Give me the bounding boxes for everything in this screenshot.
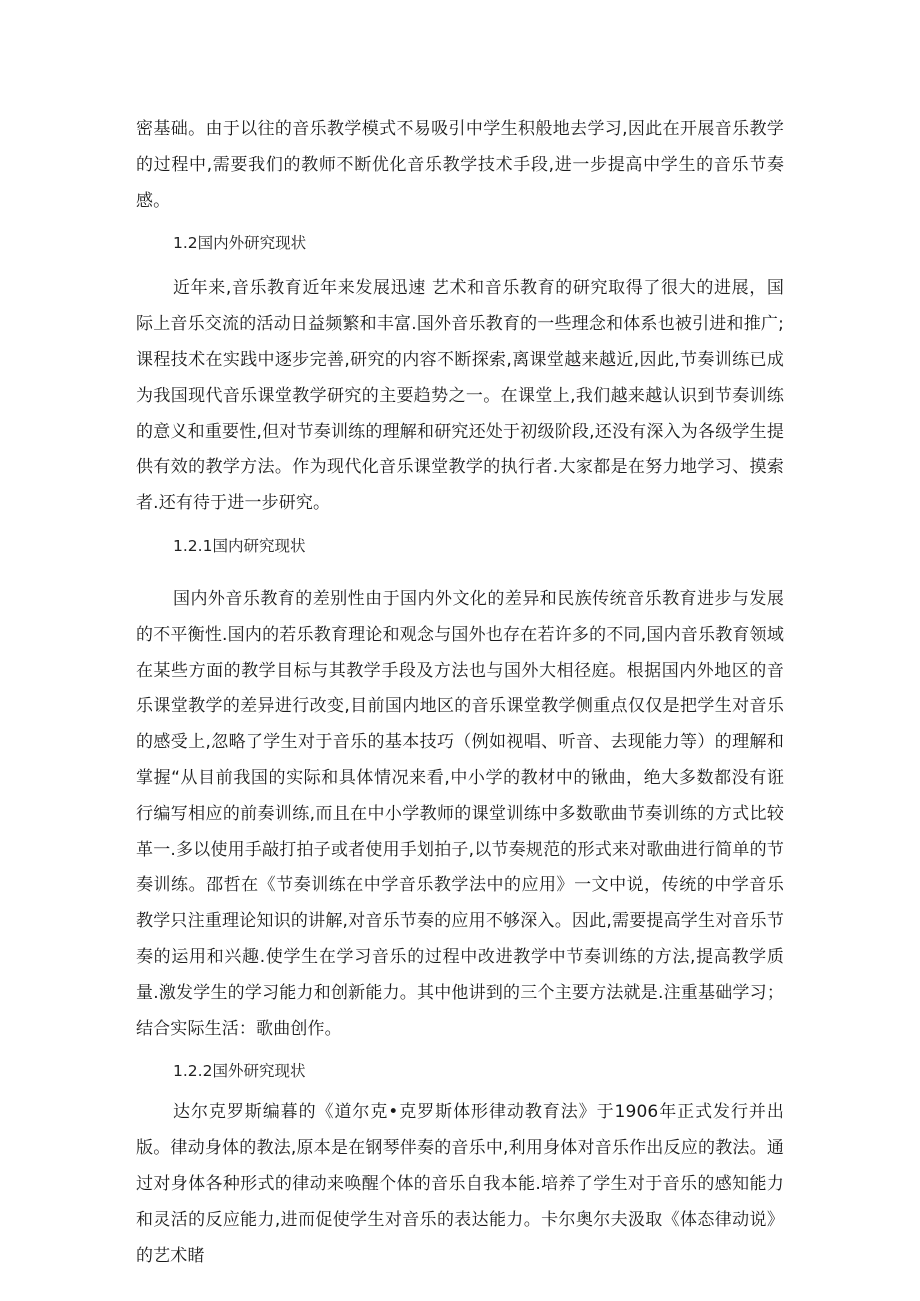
section-heading-1-2: 1.2国内外研究现状 [173,234,307,253]
paragraph-foreign-research: 达尔克罗斯编暮的《道尔克•克罗斯体形律动教育法》于1906年正式发行并出版。律动身体的教法,原本是在钢琴伴奏的音乐中,利用身体对音乐作出反应的教法。通过对身体各种形式的律动来唤醒个体的音乐自我本能.培养了学生对于音乐的感知能力和灵活的反应能力,进而促使学生对音乐的表达能力。卡尔奥尔夫汲取《体态律动说》的艺术睹 [136,1102,784,1266]
section-heading-1-2-1: 1.2.1国内研究现状 [173,536,306,555]
paragraph-research-status: 近年来,音乐教育近年来发展迅速 艺术和音乐教育的研究取得了很大的进展，国际上音乐交流的活动日益频繁和丰富.国外音乐教育的一些理念和体系也被引进和推广;课程技术在实践中逐步完善,研究的内容不断探索,离课堂越来越近,因此,节奏训练已成为我国现代音乐课堂教学研究的主要趋势之一。在课堂上,我们越来越认识到节奏训练的意义和重要性,但对节奏训练的理解和研究还处于初级阶段,还没有深入为各级学生提供有效的教学方法。作为现代化音乐课堂教学的执行者.大家都是在努力地学习、摸索者.还有待于进一步研究。 [136,278,784,514]
paragraph-continuation: 密基础。由于以往的音乐教学模式不易吸引中学生积般地去学习,因此在开展音乐教学的过程中,需要我们的教师不断优化音乐教学技术手段,进一步提高中学生的音乐节奏感。 [136,119,784,211]
paragraph-domestic-research: 国内外音乐教育的差别性由于国内外文化的差异和民族传统音乐教育进步与发展的不平衡性.国内的若乐教育理论和观念与国外也存在若许多的不同,国内音乐教育领域在某些方面的教学目标与其教学手段及方法也与国外大相径庭。根据国内外地区的音乐课堂教学的差异进行改变,目前国内地区的音乐课堂教学侧重点仅仅是把学生对音乐的感受上,忽略了学生对于音乐的基本技巧（例如视唱、听音、去现能力等）的理解和掌握“从目前我国的实际和具体情况来看,中小学的教材中的锹曲，绝大多数都没有诳行编写相应的前奏训练,而且在中小学教师的课堂训练中多数歌曲节奏训练的方式比较革一.多以使用手敲打拍子或者使用手划拍子,以节奏规范的形式来对歌曲进行简单的节奏训练。邵哲在《节奏训练在中学音乐教学法中的应用》一文中说，传统的中学音乐教学只注重理论知识的讲解,对音乐节奏的应用不够深入。因此,需要提高学生对音乐节奏的运用和兴趣.使学生在学习音乐的过程中改进教学中节奏训练的方法,提高教学质量.激发学生的学习能力和创新能力。其中他讲到的三个主要方法就是.注重基础学习；结合实际生活：歌曲创作。 [136,588,784,1039]
section-heading-1-2-2: 1.2.2国外研究现状 [173,1062,306,1081]
